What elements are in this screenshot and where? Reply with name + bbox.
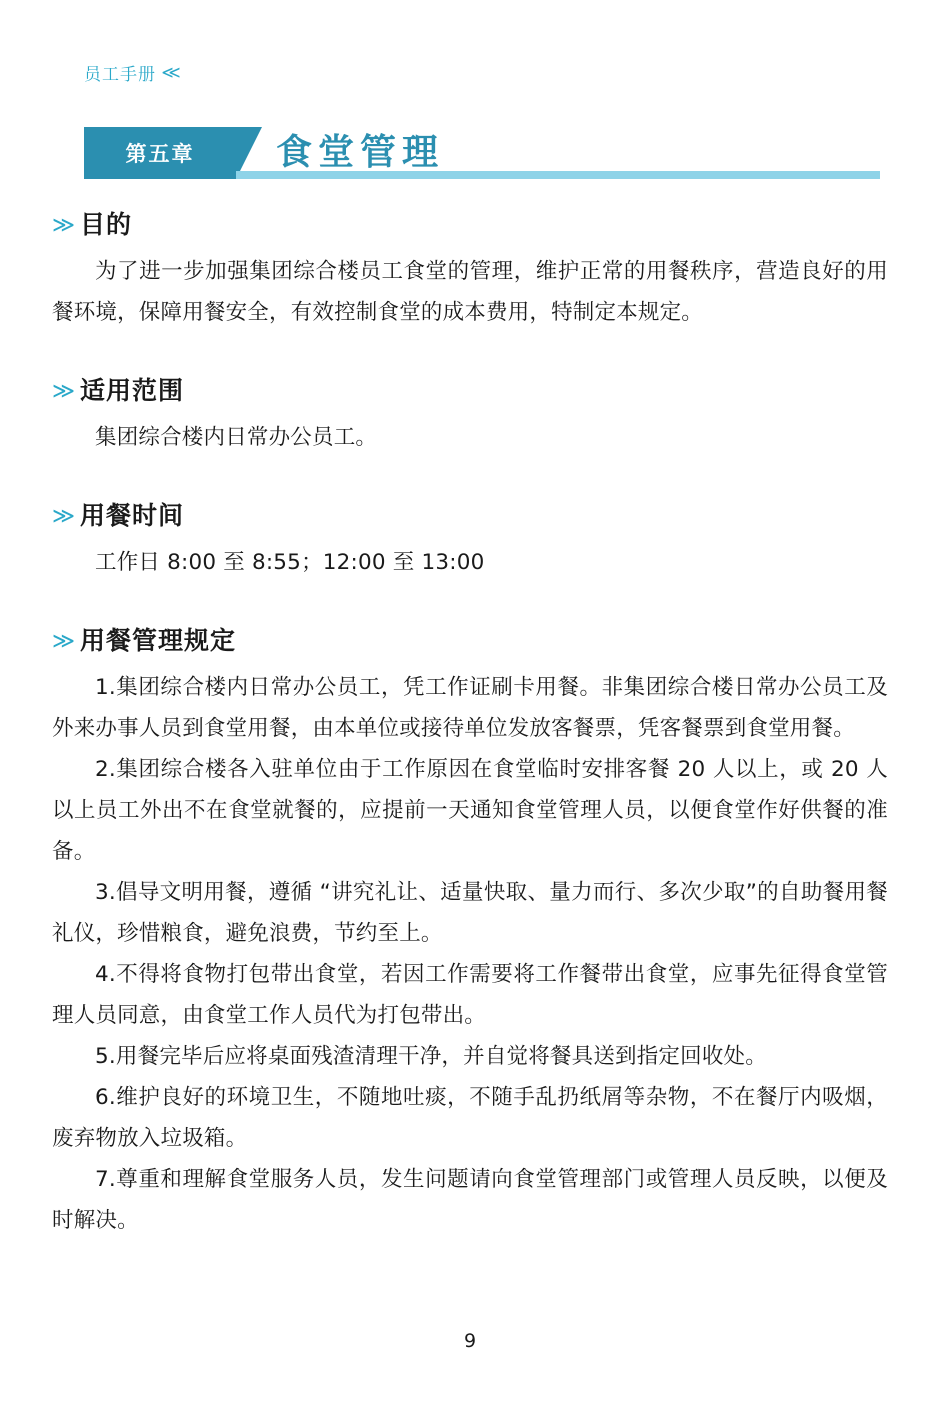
section-heading-label: 目的 bbox=[80, 210, 133, 239]
section-heading bbox=[52, 205, 888, 241]
section-heading bbox=[52, 496, 888, 532]
section-heading-label: 用餐时间 bbox=[80, 501, 185, 530]
section-heading-label: 适用范围 bbox=[80, 376, 185, 405]
page-number: 9 bbox=[463, 1330, 477, 1352]
paragraph: 集团综合楼内日常办公员工。 bbox=[95, 425, 378, 450]
chapter-title: 食堂管理 bbox=[276, 132, 445, 173]
rule-paragraph: 2.集团综合楼各入驻单位由于工作原因在食堂临时安排客餐 20 人以上，或 20 人以上员工外出不在食堂就餐的，应提前一天通知食堂管理人员，以便食堂作好供餐的准备。 bbox=[52, 757, 888, 864]
double-chevron-right-icon: ≫ bbox=[52, 379, 73, 404]
double-chevron-right-icon: ≫ bbox=[52, 504, 73, 529]
running-head-label: 员工手册 bbox=[84, 65, 156, 85]
section-heading-label: 用餐管理规定 bbox=[80, 626, 237, 655]
rule-paragraph: 3.倡导文明用餐，遵循 “讲究礼让、适量快取、量力而行、多次少取”的自助餐用餐礼仪，珍惜粮食，避免浪费，节约至上。 bbox=[52, 880, 888, 946]
rule-paragraph: 6.维护良好的环境卫生，不随地吐痰，不随手乱扔纸屑等杂物，不在餐厅内吸烟，废弃物放入垃圾箱。 bbox=[52, 1085, 888, 1151]
spacer bbox=[52, 460, 888, 496]
document-content bbox=[52, 205, 888, 1243]
rule-paragraph: 1.集团综合楼内日常办公员工，凭工作证刷卡用餐。非集团综合楼日常办公员工及外来办事人员到食堂用餐，由本单位或接待单位发放客餐票，凭客餐票到食堂用餐。 bbox=[52, 675, 888, 741]
rule-paragraph: 4.不得将食物打包带出食堂，若因工作需要将工作餐带出食堂，应事先征得食堂管理人员同意，由食堂工作人员代为打包带出。 bbox=[52, 962, 888, 1028]
running-head bbox=[84, 60, 178, 85]
double-chevron-right-icon: ≫ bbox=[52, 629, 73, 654]
section-rules bbox=[52, 621, 888, 1241]
spacer bbox=[52, 335, 888, 371]
double-chevron-left-icon: ≪ bbox=[161, 62, 179, 82]
paragraph: 工作日 8:00 至 8:55；12:00 至 13:00 bbox=[95, 550, 485, 575]
rule-paragraph: 7.尊重和理解食堂服务人员，发生问题请向食堂管理部门或管理人员反映，以便及时解决。 bbox=[52, 1167, 888, 1233]
spacer bbox=[52, 585, 888, 621]
rule-paragraph: 5.用餐完毕后应将桌面残渣清理干净，并自觉将餐具送到指定回收处。 bbox=[95, 1044, 767, 1069]
section-heading bbox=[52, 371, 888, 407]
chapter-tag: 第五章 bbox=[84, 127, 236, 179]
section-purpose bbox=[52, 205, 888, 333]
chapter-banner bbox=[84, 127, 880, 179]
section-scope bbox=[52, 371, 888, 458]
paragraph: 为了进一步加强集团综合楼员工食堂的管理，维护正常的用餐秩序，营造良好的用餐环境，保障用餐安全，有效控制食堂的成本费用，特制定本规定。 bbox=[52, 259, 888, 325]
double-chevron-right-icon: ≫ bbox=[52, 213, 73, 238]
section-heading bbox=[52, 621, 888, 657]
section-meal-times bbox=[52, 496, 888, 583]
